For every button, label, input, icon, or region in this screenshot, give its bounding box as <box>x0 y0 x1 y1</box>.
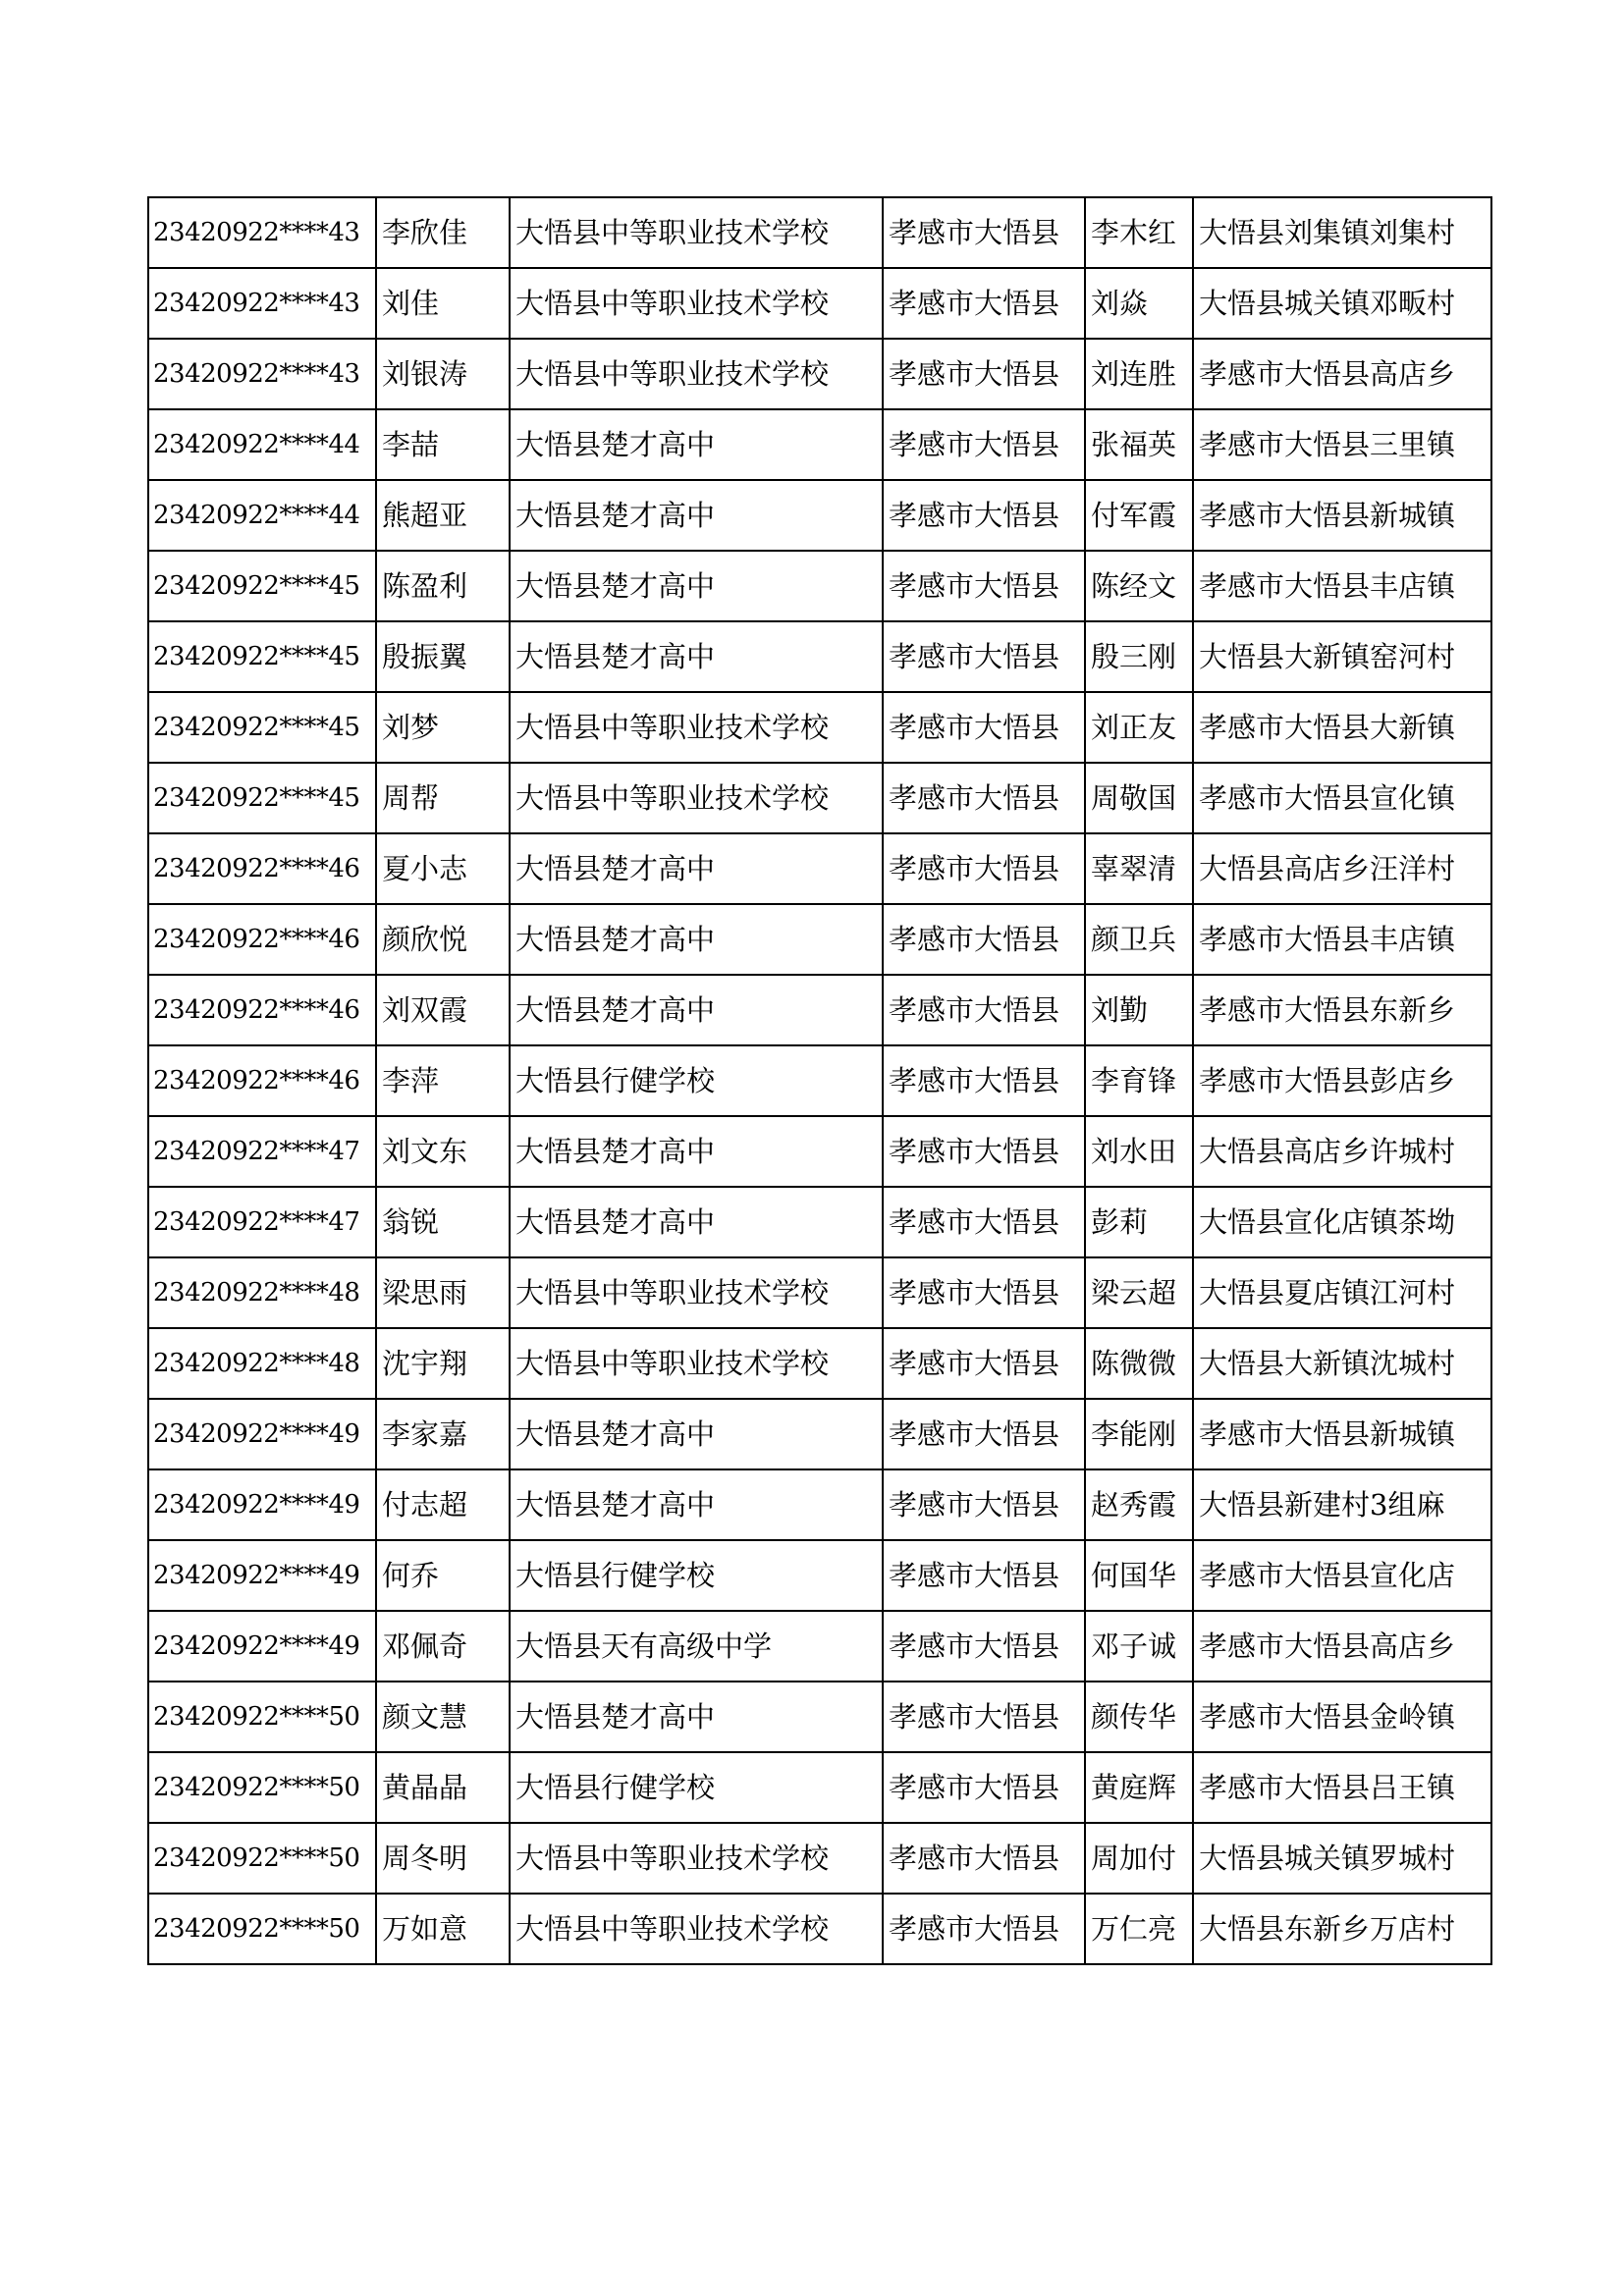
region-cell: 孝感市大悟县 <box>883 1187 1085 1257</box>
id-number-cell: 23420922****49 <box>148 1469 376 1540</box>
id-number-cell: 23420922****44 <box>148 409 376 480</box>
region-cell: 孝感市大悟县 <box>883 268 1085 339</box>
student-name-cell: 陈盈利 <box>376 551 510 621</box>
address-cell: 孝感市大悟县宣化店 <box>1193 1540 1491 1611</box>
table-row <box>148 1257 1491 1328</box>
guardian-name-cell: 梁云超 <box>1085 1257 1193 1328</box>
table-row <box>148 904 1491 975</box>
school-cell: 大悟县楚才高中 <box>510 1469 883 1540</box>
address-cell: 孝感市大悟县新城镇 <box>1193 480 1491 551</box>
guardian-name-cell: 李木红 <box>1085 197 1193 268</box>
id-number-cell: 23420922****46 <box>148 833 376 904</box>
table-row <box>148 1045 1491 1116</box>
id-number-cell: 23420922****48 <box>148 1257 376 1328</box>
student-name-cell: 熊超亚 <box>376 480 510 551</box>
id-number-cell: 23420922****45 <box>148 763 376 833</box>
student-table <box>147 196 1492 1965</box>
region-cell: 孝感市大悟县 <box>883 1399 1085 1469</box>
address-cell: 孝感市大悟县三里镇 <box>1193 409 1491 480</box>
student-name-cell: 刘佳 <box>376 268 510 339</box>
table-row <box>148 1328 1491 1399</box>
table-row <box>148 1540 1491 1611</box>
table-row <box>148 1682 1491 1752</box>
table-row <box>148 197 1491 268</box>
table-body <box>148 197 1491 1964</box>
student-name-cell: 翁锐 <box>376 1187 510 1257</box>
guardian-name-cell: 何国华 <box>1085 1540 1193 1611</box>
id-number-cell: 23420922****50 <box>148 1682 376 1752</box>
guardian-name-cell: 殷三刚 <box>1085 621 1193 692</box>
student-name-cell: 何乔 <box>376 1540 510 1611</box>
region-cell: 孝感市大悟县 <box>883 197 1085 268</box>
address-cell: 大悟县城关镇邓畈村 <box>1193 268 1491 339</box>
guardian-name-cell: 陈微微 <box>1085 1328 1193 1399</box>
student-name-cell: 李家嘉 <box>376 1399 510 1469</box>
address-cell: 大悟县高店乡汪洋村 <box>1193 833 1491 904</box>
id-number-cell: 23420922****43 <box>148 339 376 409</box>
guardian-name-cell: 刘勤 <box>1085 975 1193 1045</box>
address-cell: 孝感市大悟县大新镇 <box>1193 692 1491 763</box>
id-number-cell: 23420922****46 <box>148 904 376 975</box>
address-cell: 大悟县宣化店镇茶坳 <box>1193 1187 1491 1257</box>
id-number-cell: 23420922****47 <box>148 1187 376 1257</box>
guardian-name-cell: 万仁亮 <box>1085 1894 1193 1964</box>
school-cell: 大悟县中等职业技术学校 <box>510 1328 883 1399</box>
address-cell: 大悟县大新镇窑河村 <box>1193 621 1491 692</box>
student-name-cell: 颜欣悦 <box>376 904 510 975</box>
table-row <box>148 1116 1491 1187</box>
school-cell: 大悟县行健学校 <box>510 1045 883 1116</box>
address-cell: 大悟县大新镇沈城村 <box>1193 1328 1491 1399</box>
id-number-cell: 23420922****49 <box>148 1611 376 1682</box>
id-number-cell: 23420922****45 <box>148 692 376 763</box>
school-cell: 大悟县楚才高中 <box>510 1116 883 1187</box>
id-number-cell: 23420922****47 <box>148 1116 376 1187</box>
id-number-cell: 23420922****50 <box>148 1894 376 1964</box>
student-name-cell: 付志超 <box>376 1469 510 1540</box>
address-cell: 孝感市大悟县东新乡 <box>1193 975 1491 1045</box>
id-number-cell: 23420922****43 <box>148 268 376 339</box>
id-number-cell: 23420922****43 <box>148 197 376 268</box>
school-cell: 大悟县中等职业技术学校 <box>510 763 883 833</box>
guardian-name-cell: 周加付 <box>1085 1823 1193 1894</box>
id-number-cell: 23420922****45 <box>148 551 376 621</box>
school-cell: 大悟县中等职业技术学校 <box>510 197 883 268</box>
school-cell: 大悟县中等职业技术学校 <box>510 1894 883 1964</box>
student-name-cell: 刘银涛 <box>376 339 510 409</box>
table-row <box>148 1399 1491 1469</box>
region-cell: 孝感市大悟县 <box>883 1682 1085 1752</box>
id-number-cell: 23420922****49 <box>148 1399 376 1469</box>
student-name-cell: 黄晶晶 <box>376 1752 510 1823</box>
student-name-cell: 夏小志 <box>376 833 510 904</box>
id-number-cell: 23420922****45 <box>148 621 376 692</box>
address-cell: 孝感市大悟县吕王镇 <box>1193 1752 1491 1823</box>
school-cell: 大悟县楚才高中 <box>510 975 883 1045</box>
guardian-name-cell: 赵秀霞 <box>1085 1469 1193 1540</box>
address-cell: 大悟县新建村3组麻 <box>1193 1469 1491 1540</box>
region-cell: 孝感市大悟县 <box>883 409 1085 480</box>
region-cell: 孝感市大悟县 <box>883 339 1085 409</box>
guardian-name-cell: 刘连胜 <box>1085 339 1193 409</box>
table-row <box>148 1611 1491 1682</box>
address-cell: 孝感市大悟县新城镇 <box>1193 1399 1491 1469</box>
table-row <box>148 621 1491 692</box>
region-cell: 孝感市大悟县 <box>883 1823 1085 1894</box>
address-cell: 孝感市大悟县宣化镇 <box>1193 763 1491 833</box>
address-cell: 孝感市大悟县丰店镇 <box>1193 551 1491 621</box>
id-number-cell: 23420922****50 <box>148 1752 376 1823</box>
region-cell: 孝感市大悟县 <box>883 975 1085 1045</box>
school-cell: 大悟县中等职业技术学校 <box>510 692 883 763</box>
region-cell: 孝感市大悟县 <box>883 1469 1085 1540</box>
region-cell: 孝感市大悟县 <box>883 480 1085 551</box>
region-cell: 孝感市大悟县 <box>883 551 1085 621</box>
student-name-cell: 刘梦 <box>376 692 510 763</box>
id-number-cell: 23420922****49 <box>148 1540 376 1611</box>
school-cell: 大悟县楚才高中 <box>510 1399 883 1469</box>
table-row <box>148 1752 1491 1823</box>
region-cell: 孝感市大悟县 <box>883 833 1085 904</box>
school-cell: 大悟县楚才高中 <box>510 1682 883 1752</box>
table-row <box>148 975 1491 1045</box>
student-name-cell: 李萍 <box>376 1045 510 1116</box>
address-cell: 孝感市大悟县高店乡 <box>1193 1611 1491 1682</box>
school-cell: 大悟县楚才高中 <box>510 1187 883 1257</box>
student-name-cell: 颜文慧 <box>376 1682 510 1752</box>
region-cell: 孝感市大悟县 <box>883 1611 1085 1682</box>
id-number-cell: 23420922****44 <box>148 480 376 551</box>
school-cell: 大悟县中等职业技术学校 <box>510 1257 883 1328</box>
guardian-name-cell: 颜卫兵 <box>1085 904 1193 975</box>
guardian-name-cell: 黄庭辉 <box>1085 1752 1193 1823</box>
guardian-name-cell: 付军霞 <box>1085 480 1193 551</box>
region-cell: 孝感市大悟县 <box>883 1328 1085 1399</box>
guardian-name-cell: 李育锋 <box>1085 1045 1193 1116</box>
guardian-name-cell: 邓子诚 <box>1085 1611 1193 1682</box>
table-row <box>148 409 1491 480</box>
table-row <box>148 480 1491 551</box>
guardian-name-cell: 李能刚 <box>1085 1399 1193 1469</box>
address-cell: 大悟县东新乡万店村 <box>1193 1894 1491 1964</box>
school-cell: 大悟县中等职业技术学校 <box>510 339 883 409</box>
student-name-cell: 李喆 <box>376 409 510 480</box>
table-row <box>148 1469 1491 1540</box>
address-cell: 大悟县城关镇罗城村 <box>1193 1823 1491 1894</box>
table-row <box>148 1894 1491 1964</box>
student-name-cell: 刘文东 <box>376 1116 510 1187</box>
address-cell: 大悟县高店乡许城村 <box>1193 1116 1491 1187</box>
school-cell: 大悟县行健学校 <box>510 1752 883 1823</box>
table-row <box>148 268 1491 339</box>
table-row <box>148 339 1491 409</box>
guardian-name-cell: 颜传华 <box>1085 1682 1193 1752</box>
guardian-name-cell: 刘焱 <box>1085 268 1193 339</box>
region-cell: 孝感市大悟县 <box>883 1894 1085 1964</box>
id-number-cell: 23420922****46 <box>148 975 376 1045</box>
student-name-cell: 周冬明 <box>376 1823 510 1894</box>
student-name-cell: 邓佩奇 <box>376 1611 510 1682</box>
table-row <box>148 1823 1491 1894</box>
guardian-name-cell: 张福英 <box>1085 409 1193 480</box>
region-cell: 孝感市大悟县 <box>883 763 1085 833</box>
address-cell: 孝感市大悟县高店乡 <box>1193 339 1491 409</box>
id-number-cell: 23420922****46 <box>148 1045 376 1116</box>
school-cell: 大悟县中等职业技术学校 <box>510 268 883 339</box>
school-cell: 大悟县中等职业技术学校 <box>510 1823 883 1894</box>
table-row <box>148 1187 1491 1257</box>
table-row <box>148 763 1491 833</box>
student-name-cell: 刘双霞 <box>376 975 510 1045</box>
region-cell: 孝感市大悟县 <box>883 1045 1085 1116</box>
school-cell: 大悟县楚才高中 <box>510 409 883 480</box>
region-cell: 孝感市大悟县 <box>883 1116 1085 1187</box>
guardian-name-cell: 辜翠清 <box>1085 833 1193 904</box>
school-cell: 大悟县行健学校 <box>510 1540 883 1611</box>
school-cell: 大悟县楚才高中 <box>510 833 883 904</box>
region-cell: 孝感市大悟县 <box>883 1257 1085 1328</box>
guardian-name-cell: 刘正友 <box>1085 692 1193 763</box>
guardian-name-cell: 彭莉 <box>1085 1187 1193 1257</box>
school-cell: 大悟县楚才高中 <box>510 480 883 551</box>
address-cell: 大悟县夏店镇江河村 <box>1193 1257 1491 1328</box>
student-name-cell: 万如意 <box>376 1894 510 1964</box>
address-cell: 孝感市大悟县金岭镇 <box>1193 1682 1491 1752</box>
region-cell: 孝感市大悟县 <box>883 904 1085 975</box>
guardian-name-cell: 刘水田 <box>1085 1116 1193 1187</box>
address-cell: 孝感市大悟县彭店乡 <box>1193 1045 1491 1116</box>
student-name-cell: 沈宇翔 <box>376 1328 510 1399</box>
table-row <box>148 692 1491 763</box>
guardian-name-cell: 周敬国 <box>1085 763 1193 833</box>
school-cell: 大悟县天有高级中学 <box>510 1611 883 1682</box>
student-name-cell: 李欣佳 <box>376 197 510 268</box>
student-name-cell: 梁思雨 <box>376 1257 510 1328</box>
id-number-cell: 23420922****50 <box>148 1823 376 1894</box>
school-cell: 大悟县楚才高中 <box>510 904 883 975</box>
region-cell: 孝感市大悟县 <box>883 692 1085 763</box>
id-number-cell: 23420922****48 <box>148 1328 376 1399</box>
table-row <box>148 833 1491 904</box>
region-cell: 孝感市大悟县 <box>883 621 1085 692</box>
region-cell: 孝感市大悟县 <box>883 1752 1085 1823</box>
address-cell: 大悟县刘集镇刘集村 <box>1193 197 1491 268</box>
guardian-name-cell: 陈经文 <box>1085 551 1193 621</box>
school-cell: 大悟县楚才高中 <box>510 621 883 692</box>
table-row <box>148 551 1491 621</box>
school-cell: 大悟县楚才高中 <box>510 551 883 621</box>
address-cell: 孝感市大悟县丰店镇 <box>1193 904 1491 975</box>
student-name-cell: 殷振翼 <box>376 621 510 692</box>
student-name-cell: 周帮 <box>376 763 510 833</box>
region-cell: 孝感市大悟县 <box>883 1540 1085 1611</box>
